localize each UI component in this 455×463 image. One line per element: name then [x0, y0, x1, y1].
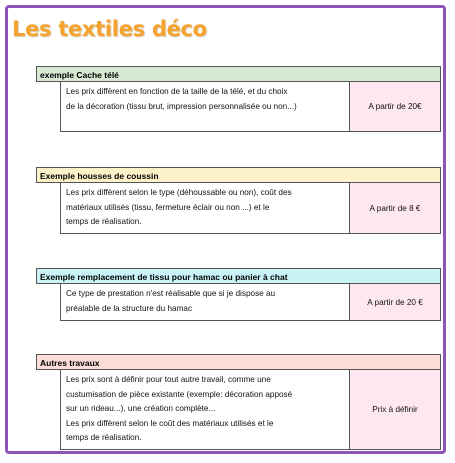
section-cache-tele	[36, 66, 441, 132]
section-autres-travaux	[36, 354, 441, 450]
price-cell: Prix à définir	[350, 370, 440, 449]
description-line: custumisation de pièce existante (exemple: décoration apposé	[66, 389, 293, 399]
description-line: Ce type de prestation n'est réalisable que si je dispose au	[66, 289, 276, 298]
description-line: temps de réalisation.	[66, 217, 142, 226]
section-heading: exemple Cache télé	[36, 66, 441, 82]
page-title: Les textiles déco	[12, 17, 207, 41]
section-row	[60, 370, 441, 450]
description-line: préalable de la structure du hamac	[66, 303, 193, 313]
section-heading: Exemple remplacement de tissu pour hamac ou panier à chat	[36, 268, 441, 284]
description-line: Les prix sont à définir pour tout autre travail, comme une	[66, 375, 271, 384]
section-row	[60, 284, 441, 321]
section-row	[60, 82, 441, 132]
section-row	[60, 183, 441, 234]
description-line: temps de réalisation.	[66, 433, 142, 442]
section-housses-coussin	[36, 167, 441, 234]
price-cell: A partir de 20 €	[350, 284, 440, 320]
description-line: Les prix diffèrent selon le coût des matériaux utilisés et le	[66, 418, 274, 428]
section-description	[61, 82, 350, 131]
description-line: sur un rideau...), une création complète...	[66, 404, 216, 413]
description-line: Les prix diffèrent en fonction de la taille de la télé, et du choix	[66, 87, 288, 96]
section-heading: Autres travaux	[36, 354, 441, 370]
description-line: Les prix diffèrent selon le type (déhoussable ou non), coût des	[66, 188, 292, 197]
section-description	[61, 183, 350, 233]
price-cell: A partir de 20€	[350, 82, 440, 131]
section-heading: Exemple housses de coussin	[36, 167, 441, 183]
section-description	[61, 370, 350, 449]
price-cell: A partir de 8 €	[350, 183, 440, 233]
description-line: de la décoration (tissu brut, impression personnalisée ou non...)	[66, 101, 297, 111]
section-description	[61, 284, 350, 320]
section-hamac-panier	[36, 268, 441, 321]
description-line: matériaux utilisés (tissu, fermeture éclair ou non ...) et le	[66, 202, 270, 212]
